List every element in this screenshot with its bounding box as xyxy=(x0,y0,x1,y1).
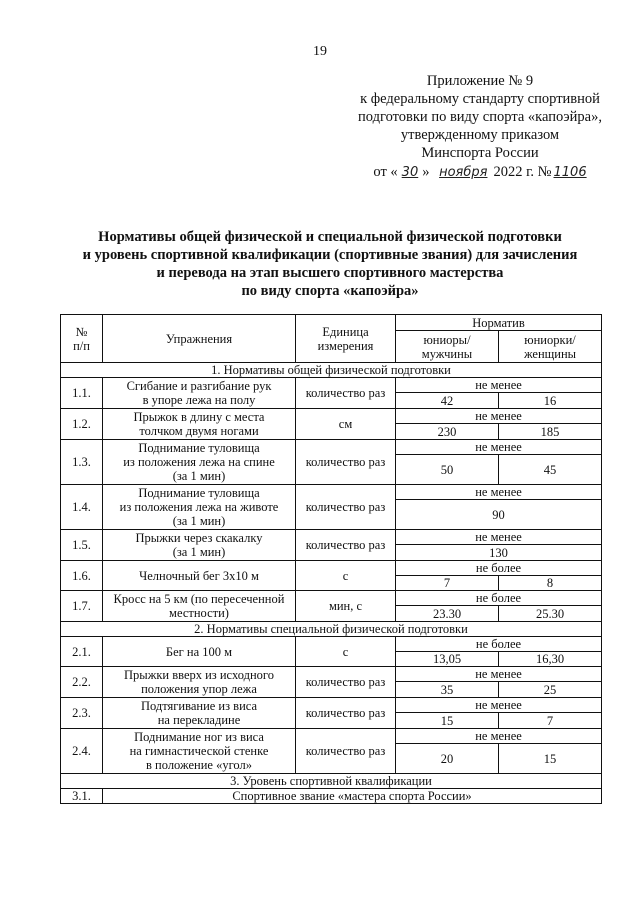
exercise-line: (за 1 мин) xyxy=(172,469,226,483)
row-unit: мин, с xyxy=(296,591,396,622)
table-row xyxy=(61,561,602,576)
table-row xyxy=(61,729,602,744)
exercise-line: Поднимание туловища xyxy=(138,441,260,455)
exercise-line: Прыжки через скакалку xyxy=(135,531,263,545)
row-value-women: 25 xyxy=(499,682,602,698)
exercise-line: положения упор лежа xyxy=(141,682,257,696)
date-prefix: от « xyxy=(373,164,398,180)
row-limit: не менее xyxy=(396,530,602,545)
exercise-line: Поднимание ног из виса xyxy=(134,730,264,744)
row-exercise xyxy=(103,698,296,729)
row-value-men: 23.30 xyxy=(396,606,499,622)
exercise-line: толчком двумя ногами xyxy=(139,424,259,438)
appendix-line: утвержденному приказом xyxy=(400,127,560,143)
header-exercise: Упражнения xyxy=(103,315,296,363)
row-limit: не менее xyxy=(396,378,602,393)
appendix-line: подготовки по виду спорта «капоэйра», xyxy=(358,109,602,125)
row-exercise xyxy=(103,378,296,409)
handwritten-day: 30 xyxy=(401,165,419,180)
row-unit: количество раз xyxy=(296,530,396,561)
exercise-line: Прыжки вверх из исходного xyxy=(124,668,274,682)
row-value-men: 7 xyxy=(396,576,499,591)
exercise-line: Кросс на 5 км (по пересеченной xyxy=(113,592,285,606)
exercise-line: в положение «угол» xyxy=(146,758,252,772)
row-limit: не более xyxy=(396,637,602,652)
header-unit: Единица измерения xyxy=(296,315,396,363)
row-unit: количество раз xyxy=(296,440,396,485)
table-body xyxy=(61,363,602,804)
row-exercise xyxy=(103,440,296,485)
section-row xyxy=(61,774,602,789)
row-num: 2.4. xyxy=(61,729,103,774)
table-row xyxy=(61,789,602,804)
exercise-line: Поднимание туловища xyxy=(138,486,260,500)
row-exercise xyxy=(103,530,296,561)
date-year: 2022 г. № xyxy=(493,164,552,180)
row-num: 2.3. xyxy=(61,698,103,729)
row-value-men: 15 xyxy=(396,713,499,729)
row-limit: не менее xyxy=(396,729,602,744)
row-unit: с xyxy=(296,561,396,591)
table-row xyxy=(61,698,602,713)
row-exercise xyxy=(103,729,296,774)
table-row xyxy=(61,637,602,652)
section-title: 2. Нормативы специальной физической подготовки xyxy=(61,622,602,637)
row-value-women: 45 xyxy=(499,455,602,485)
section-row xyxy=(61,622,602,637)
row-num: 2.1. xyxy=(61,637,103,667)
row-value-women: 8 xyxy=(499,576,602,591)
appendix-line: Минспорта России xyxy=(421,145,539,161)
exercise-line: Челночный бег 3х10 м xyxy=(139,568,259,583)
row-num: 1.1. xyxy=(61,378,103,409)
row-num: 1.6. xyxy=(61,561,103,591)
exercise-line: из положения лежа на животе xyxy=(119,500,279,514)
row-value-men: 20 xyxy=(396,744,499,774)
row-num: 3.1. xyxy=(61,789,103,804)
exercise-line: Бег на 100 м xyxy=(165,644,233,659)
row-exercise xyxy=(103,637,296,667)
title-line: и уровень спортивной квалификации (спортивные звания) для зачисления xyxy=(82,247,578,263)
exercise-line: Подтягивание из виса xyxy=(140,699,258,713)
exercise-line: (за 1 мин) xyxy=(172,545,226,559)
row-unit: количество раз xyxy=(296,698,396,729)
norms-table xyxy=(60,314,602,804)
row-unit: количество раз xyxy=(296,667,396,698)
row-value-women: 25.30 xyxy=(499,606,602,622)
exercise-line: в упоре лежа на полу xyxy=(142,393,256,407)
table-row xyxy=(61,667,602,682)
title-line: по виду спорта «капоэйра» xyxy=(241,283,419,299)
title-line: Нормативы общей физической и специальной физической подготовки xyxy=(98,229,562,245)
row-exercise xyxy=(103,591,296,622)
row-limit: не более xyxy=(396,591,602,606)
row-value-women: 16,30 xyxy=(499,652,602,667)
row-num: 1.5. xyxy=(61,530,103,561)
section-row xyxy=(61,363,602,378)
header-num: № п/п xyxy=(61,315,103,363)
row-num: 1.7. xyxy=(61,591,103,622)
row-value-men: 35 xyxy=(396,682,499,698)
exercise-line: на гимнастической стенке xyxy=(129,744,269,758)
row-limit: не более xyxy=(396,561,602,576)
appendix-line: Приложение № 9 xyxy=(426,73,534,89)
date-mid: » xyxy=(422,164,430,180)
exercise-line: Прыжок в длину с места xyxy=(133,410,265,424)
appendix-block xyxy=(330,72,630,182)
table-row xyxy=(61,440,602,455)
header-norm: Норматив xyxy=(396,315,602,331)
row-value-merged: 130 xyxy=(396,545,602,561)
section-title: 1. Нормативы общей физической подготовки xyxy=(61,363,602,378)
section-title: 3. Уровень спортивной квалификации xyxy=(61,774,602,789)
row-exercise xyxy=(103,667,296,698)
exercise-line: из положения лежа на спине xyxy=(123,455,275,469)
row-exercise xyxy=(103,561,296,591)
row-value-merged: 90 xyxy=(396,500,602,530)
exercise-line: (за 1 мин) xyxy=(172,514,226,528)
table-row xyxy=(61,530,602,545)
page-number: 19 xyxy=(313,44,327,59)
handwritten-month: ноября xyxy=(439,165,488,180)
appendix-line: к федеральному стандарту спортивной xyxy=(360,91,600,107)
row-unit: количество раз xyxy=(296,729,396,774)
table-row xyxy=(61,591,602,606)
row-limit: не менее xyxy=(396,440,602,455)
row-limit: не менее xyxy=(396,667,602,682)
row-value-men: 13,05 xyxy=(396,652,499,667)
exercise-line: местности) xyxy=(169,606,229,620)
row-value-men: 42 xyxy=(396,393,499,409)
row-span-text: Спортивное звание «мастера спорта России» xyxy=(103,789,602,804)
appendix-date-line xyxy=(330,163,630,182)
row-num: 1.2. xyxy=(61,409,103,440)
header-women: юниорки/ женщины xyxy=(499,331,602,363)
table-row xyxy=(61,485,602,500)
row-value-women: 15 xyxy=(499,744,602,774)
row-limit: не менее xyxy=(396,485,602,500)
document-title xyxy=(60,228,600,300)
row-unit: количество раз xyxy=(296,378,396,409)
table-row xyxy=(61,378,602,393)
row-limit: не менее xyxy=(396,698,602,713)
row-unit: количество раз xyxy=(296,485,396,530)
row-exercise xyxy=(103,485,296,530)
row-num: 2.2. xyxy=(61,667,103,698)
row-value-women: 185 xyxy=(499,424,602,440)
row-exercise xyxy=(103,409,296,440)
row-value-women: 7 xyxy=(499,713,602,729)
handwritten-number: 1106 xyxy=(553,165,587,180)
exercise-line: Сгибание и разгибание рук xyxy=(126,379,272,393)
table-row xyxy=(61,409,602,424)
exercise-line: на перекладине xyxy=(157,713,241,727)
title-line: и перевода на этап высшего спортивного мастерства xyxy=(156,265,504,281)
row-value-women: 16 xyxy=(499,393,602,409)
row-value-men: 230 xyxy=(396,424,499,440)
row-unit: см xyxy=(296,409,396,440)
row-value-men: 50 xyxy=(396,455,499,485)
row-num: 1.4. xyxy=(61,485,103,530)
row-unit: с xyxy=(296,637,396,667)
row-limit: не менее xyxy=(396,409,602,424)
row-num: 1.3. xyxy=(61,440,103,485)
header-men: юниоры/ мужчины xyxy=(396,331,499,363)
